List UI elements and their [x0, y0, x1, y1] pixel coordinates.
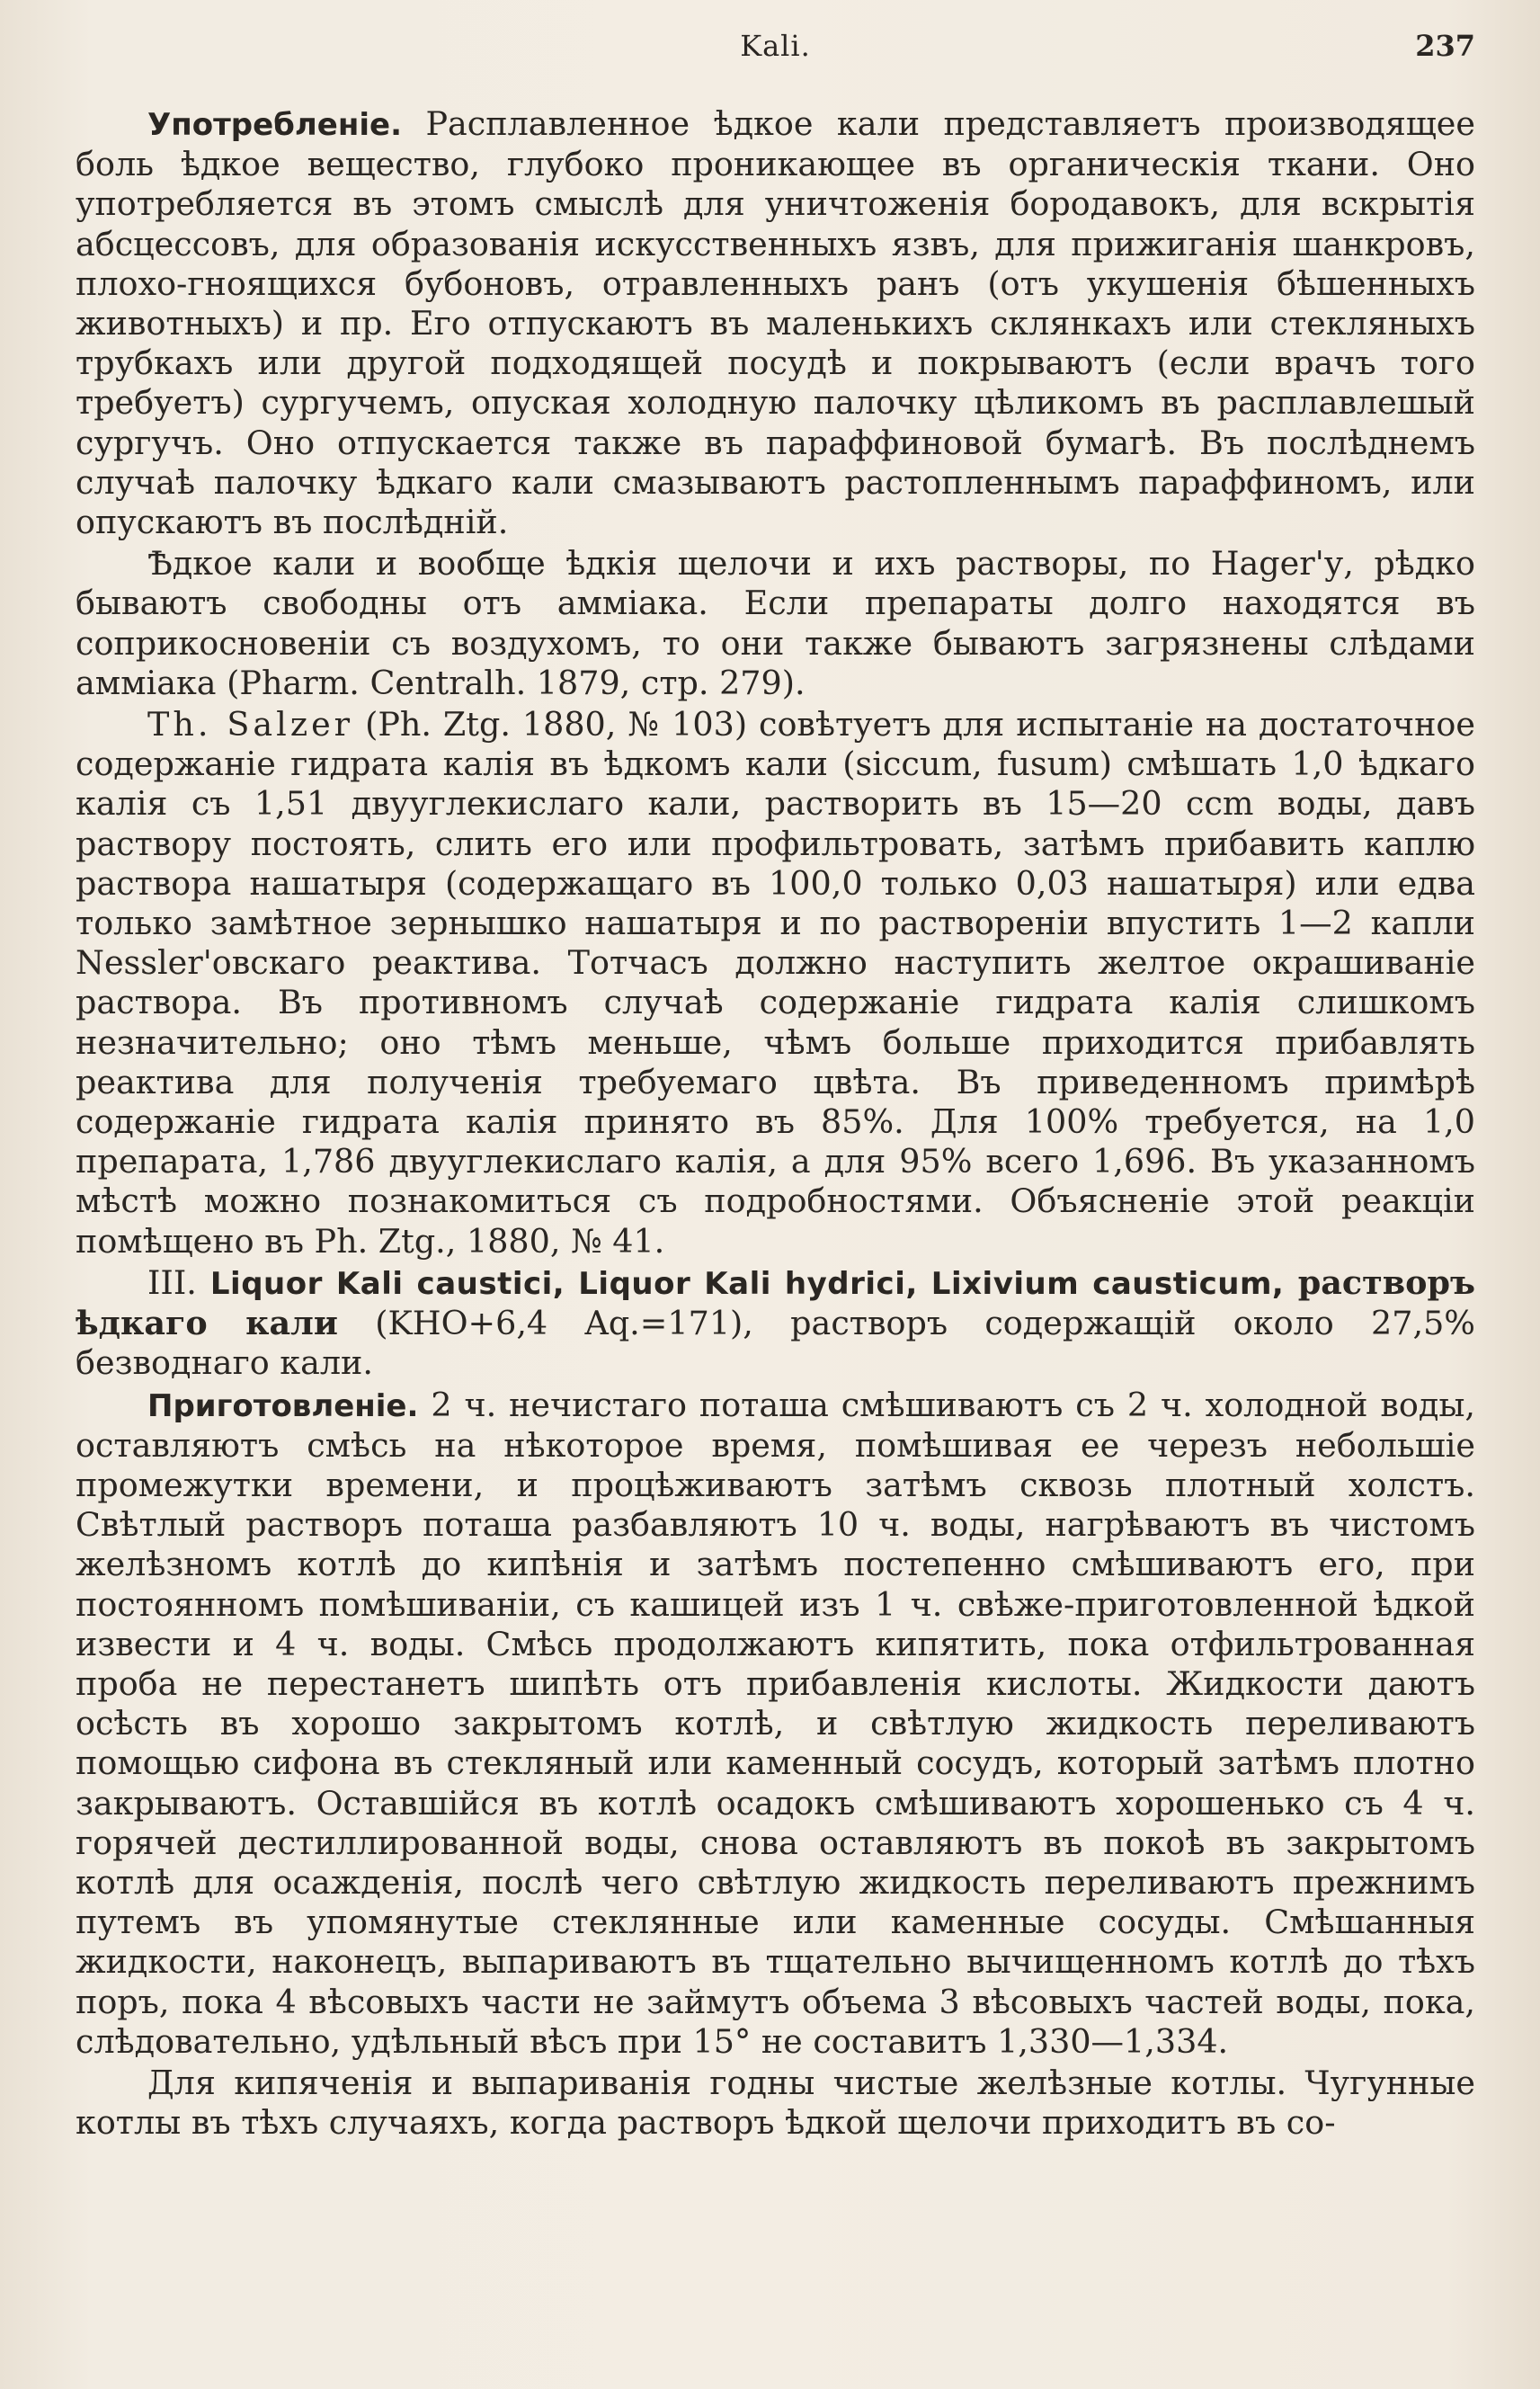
paragraph-liquor-kali [76, 1263, 1475, 1384]
paragraph-usage-text: Расплавленное ѣдкое кали представляетъ производящее боль ѣдкое вещество, глубоко проникающее въ органическія ткани. Оно употребляется въ этомъ смыслѣ для уничтоженія бородавокъ, для вскрытія абсцессовъ, для образованія искусственныхъ язвъ, для прижиганія шанкровъ, плохо-гноящихся бубоновъ, отравленныхъ ранъ (отъ укушенія бѣшенныхъ животныхъ) и пр. Его отпускаютъ въ маленькихъ склянкахъ или стекляныхъ трубкахъ или другой подходящей посудѣ и покрываютъ (если врачъ того требуетъ) сургучемъ, опуская холодную палочку цѣликомъ въ расплавлешый сургучъ. Оно отпускается также въ параффиновой бумагѣ. Въ послѣднемъ случаѣ палочку ѣдкаго кали смазываютъ растопленнымъ параффиномъ, или опускаютъ въ послѣдній. [76, 104, 1475, 542]
latin-names: Liquor Kali caustici, Liquor Kali hydrici, Lixivium causticum, [196, 1265, 1285, 1302]
paragraph-boiling-text: Для кипяченія и выпариванія годны чистые желѣзные котлы. Чугунные котлы въ тѣхъ случаяхъ, когда растворъ ѣдкой щелочи приходитъ въ со- [76, 2063, 1475, 2143]
paragraph-liquor-text: (KHO+6,4 Aq.=171), растворъ содержащій около 27,5% безводнаго кали. [76, 1304, 1475, 1383]
paragraph-usage [76, 104, 1475, 542]
section-heading-preparation: Приготовленіе. [147, 1387, 419, 1424]
section-heading-usage: Употребленіе. [147, 107, 402, 143]
paragraph-ammonia-text: Ѣдкое кали и вообще ѣдкія щелочи и ихъ растворы, по Hager'у, рѣдко бываютъ свободны отъ амміака. Если препараты долго находятся въ соприкосновеніи съ воздухомъ, то они также бываютъ загрязнены слѣдами амміака (Pharm. Centralh. 1879, стр. 279). [76, 544, 1475, 702]
paragraph-ammonia [76, 544, 1475, 703]
russian-name: растворъ ѣдкаго кали [76, 1262, 1475, 1343]
body-text [76, 104, 1475, 2143]
paragraph-salzer-text: (Ph. Ztg. 1880, № 103) совѣтуетъ для испытаніе на достаточное содержаніе гидрата калія въ ѣдкомъ кали (siccum, fusum) смѣшать 1,0 ѣдкаго калія съ 1,51 двууглекислаго кали, растворить въ 15—20 ccm воды, давъ раствору постоять, слить его или профильтровать, затѣмъ прибавить каплю раствора нашатыря (содержащаго въ 100,0 только 0,03 нашатыря) или едва только замѣтное зернышко нашатыря и по раствореніи впустить 1—2 капли Nessler'овскаго реактива. Тотчасъ должно наступить желтое окрашиваніе раствора. Въ противномъ случаѣ содержаніе гидрата калія слишкомъ незначительно; оно тѣмъ меньше, чѣмъ больше приходится прибавлять реактива для полученія требуемаго цвѣта. Въ приведенномъ примѣрѣ содержаніе гидрата калія принято въ 85%. Для 100% требуется, на 1,0 препарата, 1,786 двууглекислаго калія, а для 95% всего 1,696. Въ указанномъ мѣстѣ можно познакомиться съ подробностями. Объясненіе этой реакціи помѣщено въ Ph. Ztg., 1880, № 41. [76, 705, 1475, 1261]
page-number: 237 [1415, 29, 1475, 63]
author-name: Th. Salzer [147, 705, 354, 744]
section-numeral: III. [147, 1262, 197, 1302]
paragraph-boiling [76, 2064, 1475, 2143]
paragraph-salzer-test [76, 705, 1475, 1261]
running-head [76, 29, 1475, 77]
paragraph-preparation-text: 2 ч. нечистаго поташа смѣшиваютъ съ 2 ч. холодной воды, оставляютъ смѣсь на нѣкоторое время, помѣшивая ее черезъ небольшіе промежутки времени, и процѣживаютъ затѣмъ сквозь плотный холстъ. Свѣтлый растворъ поташа разбавляютъ 10 ч. воды, нагрѣваютъ въ чистомъ желѣзномъ котлѣ до кипѣнія и затѣмъ постепенно смѣшиваютъ его, при постоянномъ помѣшиваніи, съ кашицей изъ 1 ч. свѣже-приготовленной ѣдкой извести и 4 ч. воды. Смѣсь продолжаютъ кипятить, пока отфильтрованная проба не перестанетъ шипѣть отъ прибавленія кислоты. Жидкости даютъ осѣсть въ хорошо закрытомъ котлѣ, и свѣтлую жидкость переливаютъ помощью сифона въ стекляный или каменный сосудъ, который затѣмъ плотно закрываютъ. Оставшійся въ котлѣ осадокъ смѣшиваютъ хорошенько съ 4 ч. горячей дестиллированной воды, снова оставляютъ въ покоѣ въ закрытомъ котлѣ для осажденія, послѣ чего свѣтлую жидкость переливаютъ прежнимъ путемъ въ упомянутые стеклянные или каменные сосуды. Смѣшанныя жидкости, наконецъ, выпариваютъ въ тщательно вычищенномъ котлѣ до тѣхъ поръ, пока 4 вѣсовыхъ части не займутъ объема 3 вѣсовыхъ частей воды, пока, слѣдовательно, удѣльный вѣсъ при 15° не составитъ 1,330—1,334. [76, 1385, 1475, 2061]
paragraph-preparation [76, 1386, 1475, 2062]
running-title: Kali. [740, 29, 811, 63]
